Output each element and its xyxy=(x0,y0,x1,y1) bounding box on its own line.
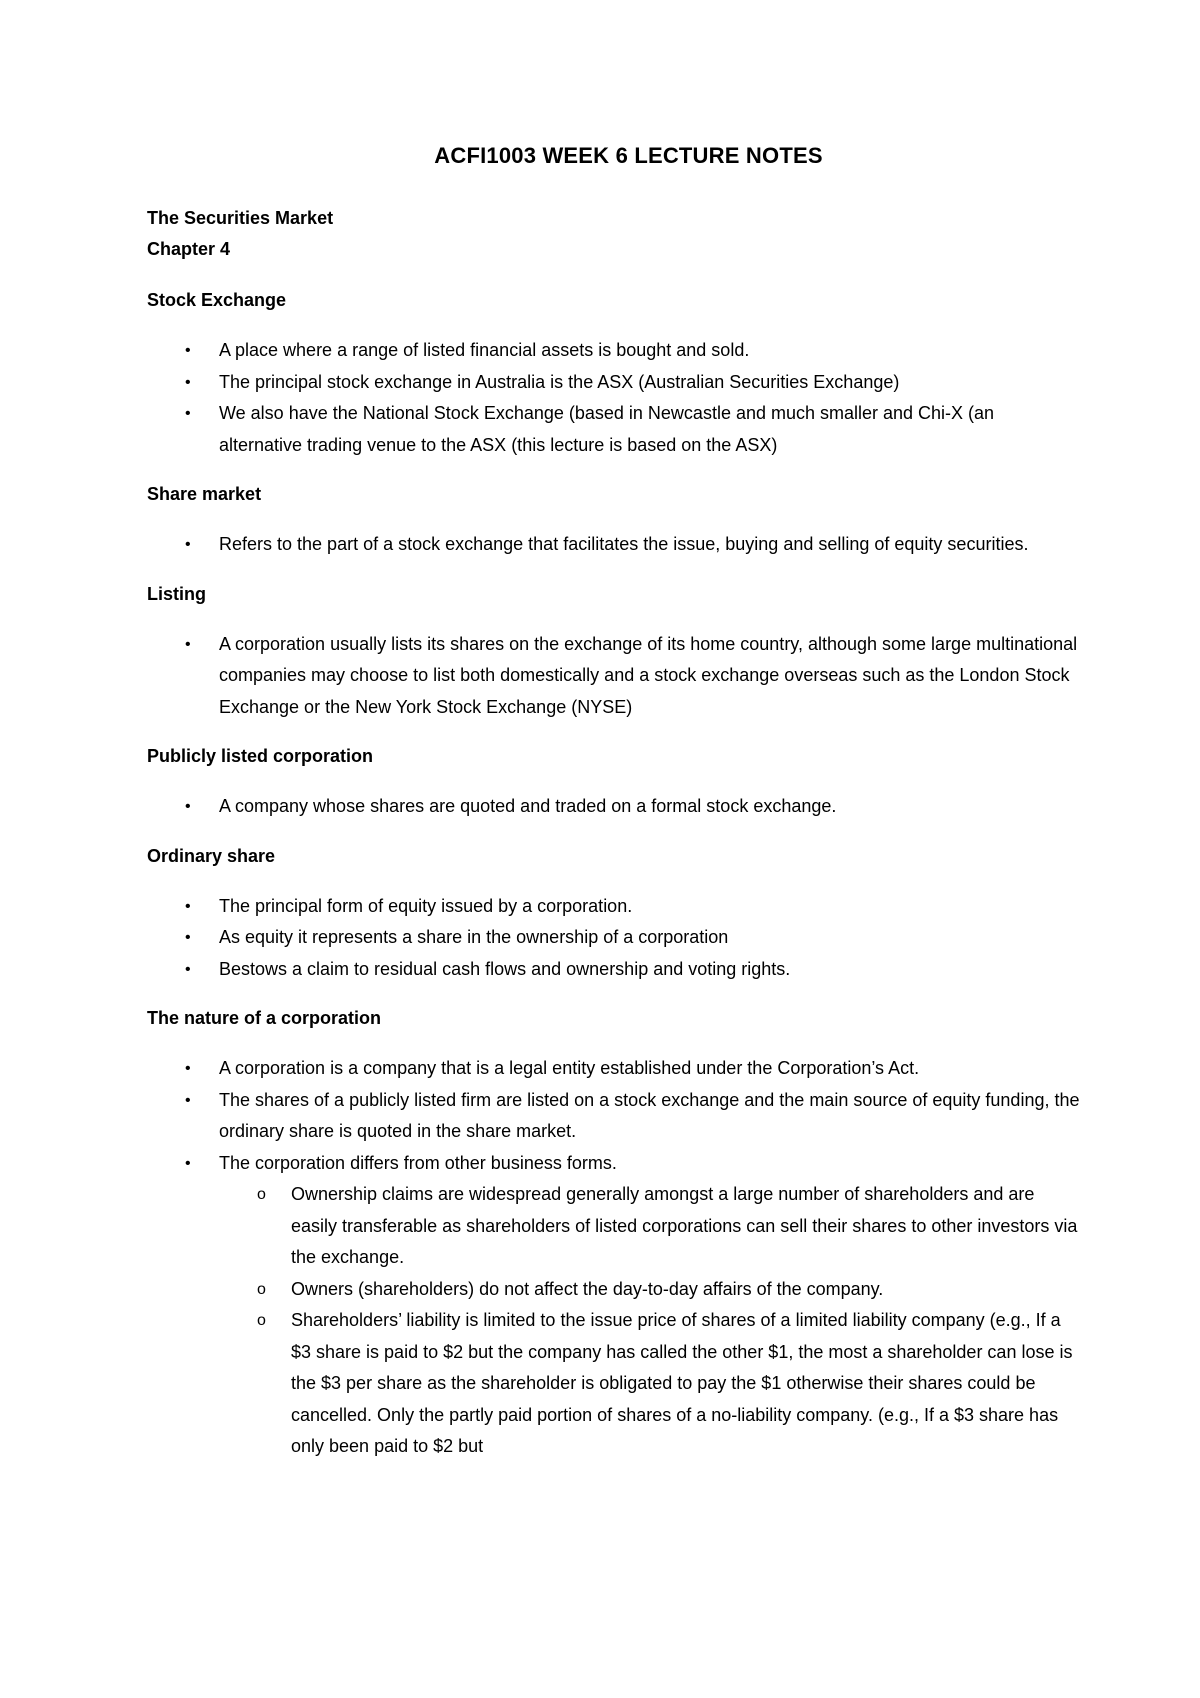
sub-bullet-text: Ownership claims are widespread generally amongst a large number of shareholders and are easily transferable as shareholders of listed corporations can sell their shares to other investors via the exchange. xyxy=(291,1184,1078,1267)
section-heading: Publicly listed corporation xyxy=(147,746,374,766)
bullet-text: A corporation usually lists its shares on the exchange of its home country, although some large multinational companies may choose to list both domestically and a stock exchange overseas such as the London Stock Exchange or the New York Stock Exchange (NYSE) xyxy=(219,633,1078,717)
section-heading: Stock Exchange xyxy=(147,290,287,310)
bullet-icon: • xyxy=(185,373,191,391)
section xyxy=(147,579,1080,724)
bullet-item xyxy=(147,398,1080,461)
sub-bullet-icon: o xyxy=(257,1312,266,1329)
bullet-list xyxy=(147,529,1080,561)
sub-bullet-item xyxy=(147,1305,1080,1463)
bullet-list xyxy=(147,629,1080,724)
bullet-text: A corporation is a company that is a legal entity established under the Corporation’s Act. xyxy=(219,1058,920,1078)
section xyxy=(147,479,1080,561)
bullet-icon: • xyxy=(185,1154,191,1172)
section xyxy=(147,741,1080,823)
bullet-item xyxy=(147,891,1080,923)
bullet-icon: • xyxy=(185,405,191,422)
sub-bullet-icon: o xyxy=(257,1186,266,1203)
sub-bullet-item xyxy=(147,1274,1080,1306)
bullet-icon: • xyxy=(185,342,191,359)
bullet-list xyxy=(147,791,1080,823)
bullet-icon: • xyxy=(185,1091,191,1109)
intro-block xyxy=(147,203,1080,265)
bullet-icon: • xyxy=(185,960,191,978)
sub-bullet-item xyxy=(147,1179,1080,1274)
bullet-item xyxy=(147,335,1080,367)
bullet-list xyxy=(147,335,1080,461)
sub-bullet-icon: o xyxy=(257,1280,266,1298)
bullet-list xyxy=(147,891,1080,986)
bullet-icon: • xyxy=(185,635,191,653)
section-heading: Listing xyxy=(147,583,206,604)
bullet-text: A company whose shares are quoted and traded on a formal stock exchange. xyxy=(219,796,837,816)
bullet-item xyxy=(147,529,1080,561)
sub-bullet-text: Owners (shareholders) do not affect the day-to-day affairs of the company. xyxy=(291,1278,884,1299)
section-heading: Ordinary share xyxy=(147,845,276,866)
bullet-icon: • xyxy=(185,798,191,815)
section xyxy=(147,841,1080,986)
bullet-text: Bestows a claim to residual cash flows and ownership and voting rights. xyxy=(219,958,791,979)
bullet-item xyxy=(147,367,1080,399)
bullet-item xyxy=(147,1053,1080,1085)
bullet-item xyxy=(147,1148,1080,1463)
bullet-item xyxy=(147,954,1080,986)
bullet-text: The shares of a publicly listed firm are listed on a stock exchange and the main source of equity funding, the ordinary share is quoted in the share market. xyxy=(219,1089,1080,1141)
intro-line: Chapter 4 xyxy=(147,239,231,259)
intro-line: The Securities Market xyxy=(147,208,334,228)
bullet-icon: • xyxy=(185,536,191,553)
bullet-icon: • xyxy=(185,1060,191,1077)
bullet-icon: • xyxy=(185,897,191,915)
section xyxy=(147,285,1080,461)
bullet-item xyxy=(147,791,1080,823)
page-title: ACFI1003 WEEK 6 LECTURE NOTES xyxy=(434,143,823,168)
bullet-text: The principal stock exchange in Australia is the ASX (Australian Securities Exchange) xyxy=(219,371,900,392)
bullet-item xyxy=(147,629,1080,724)
section xyxy=(147,1003,1080,1463)
sub-bullet-text: Shareholders’ liability is limited to the issue price of shares of a limited liability company (e.g., If a $3 share is paid to $2 but the company has called the other $1, the most a shareholder can lose is the $3 per share as the shareholder is obligated to pay the $1 otherwise their shares could be cancelled. Only the partly paid portion of shares of a no-liability company. (e.g., If a $3 share has only been paid to $2 but xyxy=(291,1310,1073,1456)
section-heading: The nature of a corporation xyxy=(147,1008,382,1028)
bullet-item xyxy=(147,922,1080,954)
bullet-item xyxy=(147,1085,1080,1148)
bullet-text: We also have the National Stock Exchange (based in Newcastle and much smaller and Chi-X (an alternative trading venue to the ASX (this lecture is based on the ASX) xyxy=(219,403,995,455)
bullet-list xyxy=(147,1053,1080,1463)
bullet-text: As equity it represents a share in the ownership of a corporation xyxy=(219,927,729,947)
bullet-icon: • xyxy=(185,929,191,946)
bullet-text: A place where a range of listed financial assets is bought and sold. xyxy=(219,340,750,360)
bullet-text: Refers to the part of a stock exchange that facilitates the issue, buying and selling of equity securities. xyxy=(219,534,1029,554)
sub-bullet-list xyxy=(219,1179,1080,1463)
section-heading: Share market xyxy=(147,484,262,504)
sections-container xyxy=(147,285,1080,1463)
bullet-text: The principal form of equity issued by a corporation. xyxy=(219,895,633,916)
bullet-text: The corporation differs from other business forms. xyxy=(219,1152,617,1173)
